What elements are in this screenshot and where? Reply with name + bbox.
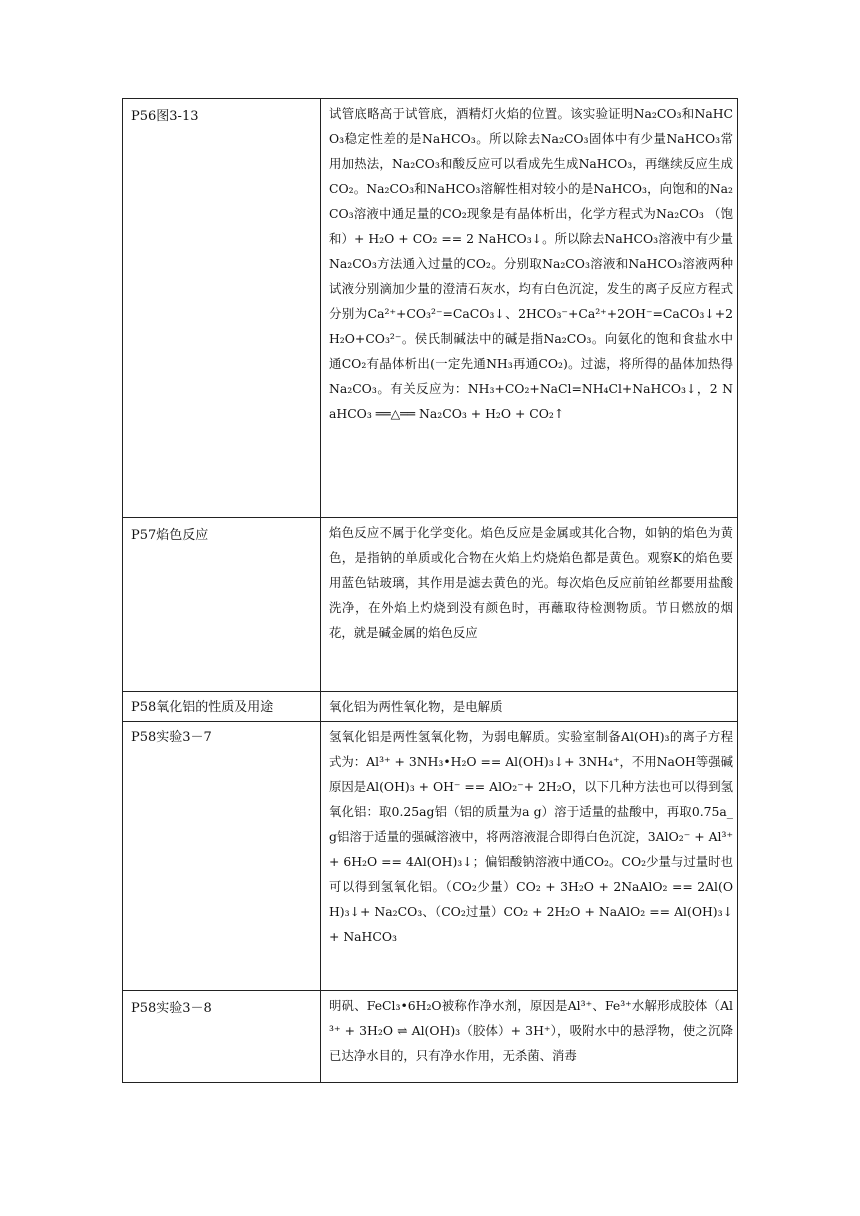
row-content: 试管底略高于试管底，酒精灯火焰的位置。该实验证明Na₂CO₃和NaHCO₃稳定性差的是NaHCO₃。所以除去Na₂CO₃固体中有少量NaHCO₃常用加热法，Na₂CO₃和酸反应可以看成先生成NaHCO₃，再继续反应生成CO₂。Na₂CO₃和NaHCO₃溶解性相对较小的是NaHCO₃，向饱和的Na₂CO₃溶液中通足量的CO₂现象是有晶体析出，化学方程式为Na₂CO₃ （饱和）+ H₂O + CO₂ == 2 NaHCO₃↓。所以除去NaHCO₃溶液中有少量Na₂CO₃方法通入过量的CO₂。分别取Na₂CO₃溶液和NaHCO₃溶液两种试液分别滴加少量的澄清石灰水，均有白色沉淀，发生的离子反应方程式分别为Ca²⁺+CO₃²⁻=CaCO₃↓、2HCO₃⁻+Ca²⁺+2OH⁻=CaCO₃↓+2H₂O+CO₃²⁻。侯氏制碱法中的碱是指Na₂CO₃。向氨化的饱和食盐水中通CO₂有晶体析出(一定先通NH₃再通CO₂)。过滤，将所得的晶体加热得Na₂CO₃。有关反应为：NH₃+CO₂+NaCl=NH₄Cl+NaHCO₃↓，2 NaHCO₃ ══△══ Na₂CO₃ + H₂O + CO₂↑ bbox=[329, 106, 733, 421]
table-row bbox=[123, 722, 738, 991]
row-content-cell bbox=[321, 722, 738, 991]
row-label-cell bbox=[123, 991, 321, 1083]
table-row bbox=[123, 991, 738, 1083]
row-content: 明矾、FeCl₃•6H₂O被称作净水剂，原因是Al³⁺、Fe³⁺水解形成胶体（Al³⁺ + 3H₂O ⇌ Al(OH)₃（胶体）+ 3H⁺），吸附水中的悬浮物，使之沉降已达净水目的，只有净水作用，无杀菌、消毒 bbox=[329, 998, 733, 1063]
row-content: 焰色反应不属于化学变化。焰色反应是金属或其化合物，如钠的焰色为黄色，是指钠的单质或化合物在火焰上灼烧焰色都是黄色。观察K的焰色要用蓝色钴玻璃，其作用是滤去黄色的光。每次焰色反应前铂丝都要用盐酸洗净，在外焰上灼烧到没有颜色时，再蘸取待检测物质。节日燃放的烟花，就是碱金属的焰色反应 bbox=[329, 525, 733, 640]
row-content: 氢氧化铝是两性氢氧化物，为弱电解质。实验室制备Al(OH)₃的离子方程式为：Al³⁺ + 3NH₃•H₂O == Al(OH)₃↓+ 3NH₄⁺，不用NaOH等强碱原因是Al(OH)₃ + OH⁻ == AlO₂⁻+ 2H₂O，以下几种方法也可以得到氢氧化铝：取0.25ag铝（铝的质量为a g）溶于适量的盐酸中，再取0.75a_g铝溶于适量的强碱溶液中，将两溶液混合即得白色沉淀，3AlO₂⁻ + Al³⁺ + 6H₂O == 4Al(OH)₃↓；偏铝酸钠溶液中通CO₂。CO₂少量与过量时也可以得到氢氧化铝。（CO₂少量）CO₂ + 3H₂O + 2NaAlO₂ == 2Al(OH)₃↓+ Na₂CO₃、（CO₂过量）CO₂ + 2H₂O + NaAlO₂ == Al(OH)₃↓+ NaHCO₃ bbox=[329, 729, 734, 944]
row-content-cell bbox=[321, 518, 738, 692]
table-row bbox=[123, 692, 738, 722]
row-label-cell bbox=[123, 99, 321, 518]
row-label: P57焰色反应 bbox=[131, 528, 209, 543]
table-row bbox=[123, 99, 738, 518]
notes-table bbox=[122, 98, 738, 1083]
table-row bbox=[123, 518, 738, 692]
row-content-cell bbox=[321, 991, 738, 1083]
row-label: P58氧化铝的性质及用途 bbox=[131, 700, 274, 715]
row-label-cell bbox=[123, 692, 321, 722]
row-label: P58实验3－7 bbox=[131, 730, 212, 745]
row-label-cell bbox=[123, 722, 321, 991]
row-label: P56图3-13 bbox=[131, 109, 199, 124]
row-label: P58实验3－8 bbox=[131, 1001, 212, 1016]
row-content-cell bbox=[321, 692, 738, 722]
row-label-cell bbox=[123, 518, 321, 692]
row-content-cell bbox=[321, 99, 738, 518]
row-content: 氧化铝为两性氧化物，是电解质 bbox=[329, 699, 503, 714]
